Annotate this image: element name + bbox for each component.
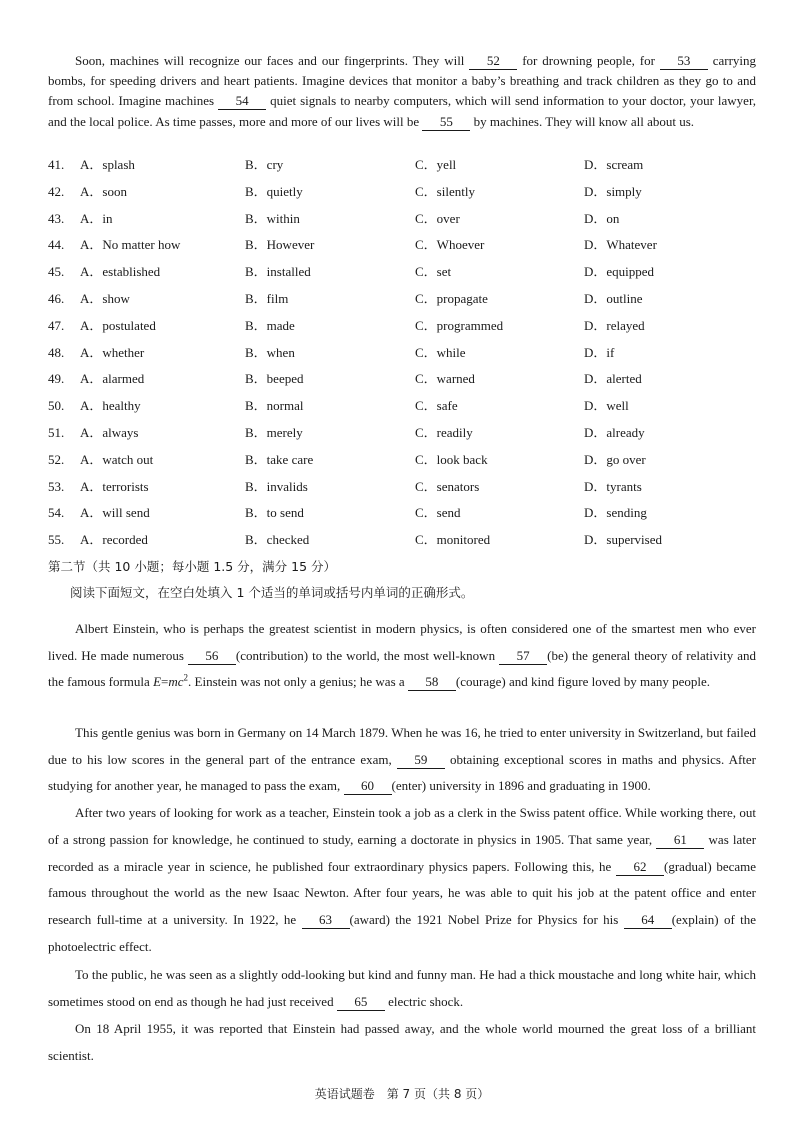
option-d: D．well xyxy=(584,398,629,414)
option-a: A．whether xyxy=(80,344,145,360)
passage-text: (award) the 1921 Nobel Prize for Physics for his xyxy=(349,912,619,928)
question-number: 48. xyxy=(48,344,65,360)
section-instruction: 阅读下面短文，在空白处填入 1 个适当的单词或括号内单词的正确形式。 xyxy=(70,585,474,600)
blank-65: 65 xyxy=(337,994,385,1011)
option-d: D．sending xyxy=(584,505,647,521)
option-a: A．show xyxy=(80,290,130,306)
option-b: B．film xyxy=(245,290,289,306)
passage-text: carrying bombs, for speeding drivers and heart patients. Imagine devices that monitor a baby’s breathing and track children as they go to and from school. Imagine machines xyxy=(48,53,757,109)
option-d: D．alerted xyxy=(584,371,642,387)
question-number: 43. xyxy=(48,210,65,226)
formula-rhs: mc xyxy=(168,674,184,689)
option-a: A．in xyxy=(80,210,113,226)
passage-text: (gradual) became famous throughout the world as the new Isaac Newton. After four years, he was able to quit his job at the patent office and enter research full-time at a university. In 1922, he xyxy=(48,858,757,928)
passage-text: (be) the general theory of relativity and the famous formula xyxy=(48,647,757,689)
option-row xyxy=(48,262,756,289)
option-c: C．while xyxy=(415,344,466,360)
option-c: C．safe xyxy=(415,398,458,414)
option-b: B．when xyxy=(245,344,295,360)
option-a: A．soon xyxy=(80,183,127,199)
passage-text: Soon, machines will recognize our faces and our fingerprints. They will xyxy=(75,53,465,68)
option-b: B．within xyxy=(245,210,300,226)
blank-63: 63 xyxy=(302,912,350,929)
option-row xyxy=(48,316,756,343)
question-number: 44. xyxy=(48,237,65,253)
option-a: A．alarmed xyxy=(80,371,145,387)
formula-exponent: 2 xyxy=(183,672,189,683)
passage-text: (explain) of the photoelectric effect. xyxy=(48,912,757,954)
blank-56: 56 xyxy=(188,648,236,665)
option-b: B．However xyxy=(245,237,315,253)
passage-text: (enter) university in 1896 and graduating in 1900. xyxy=(391,778,651,793)
option-c: C．programmed xyxy=(415,317,504,333)
passage-text: After two years of looking for work as a teacher, Einstein took a job as a clerk in the Swiss patent office. While working there, out of a strong passion for knowledge, he continued to study, earning a doctorate in physics in 1905. That same year, xyxy=(48,805,756,847)
answer-options xyxy=(48,155,756,557)
option-a: A．No matter how xyxy=(80,237,181,253)
question-number: 46. xyxy=(48,290,65,306)
option-a: A．terrorists xyxy=(80,478,149,494)
question-number: 54. xyxy=(48,505,65,521)
blank-55: 55 xyxy=(422,114,470,131)
passage-text: for drowning people, for xyxy=(522,53,655,68)
option-row xyxy=(48,477,756,504)
question-number: 51. xyxy=(48,424,65,440)
einstein-paragraph-3 xyxy=(48,800,756,961)
question-number: 53. xyxy=(48,478,65,494)
blank-61: 61 xyxy=(656,832,704,849)
option-row xyxy=(48,450,756,477)
option-row xyxy=(48,503,756,530)
option-b: B．checked xyxy=(245,532,310,548)
passage-text: electric shock. xyxy=(388,993,464,1009)
option-c: C．over xyxy=(415,210,460,226)
option-b: B．take care xyxy=(245,451,314,467)
option-c: C．send xyxy=(415,505,461,521)
einstein-paragraph-4 xyxy=(48,962,756,1016)
blank-57: 57 xyxy=(499,648,547,665)
option-a: A．established xyxy=(80,264,161,280)
option-row xyxy=(48,369,756,396)
option-c: C．readily xyxy=(415,424,473,440)
option-d: D．Whatever xyxy=(584,237,657,253)
einstein-paragraph-5 xyxy=(48,1016,756,1070)
option-d: D．on xyxy=(584,210,620,226)
blank-59: 59 xyxy=(397,752,445,769)
option-d: D．if xyxy=(584,344,615,360)
option-row xyxy=(48,289,756,316)
option-b: B．cry xyxy=(245,157,284,172)
option-c: C．yell xyxy=(415,157,457,172)
option-c: C．silently xyxy=(415,183,475,199)
blank-54: 54 xyxy=(218,93,266,110)
passage-text: was later recorded as a miracle year in science, he published four extraordinary physics papers. Following this, he xyxy=(48,831,757,874)
passage-text: quiet signals to nearby computers, which will send information to your doctor, your lawyer, and the local police. As time passes, more and more of our lives will be xyxy=(48,93,757,129)
passage-text: On 18 April 1955, it was reported that Einstein had passed away, and the whole world mourned the great loss of a brilliant scientist. xyxy=(48,1021,756,1063)
option-c: C．propagate xyxy=(415,290,488,306)
option-c: C．senators xyxy=(415,478,480,494)
option-d: D．already xyxy=(584,424,645,440)
question-number: 55. xyxy=(48,532,65,548)
option-row xyxy=(48,396,756,423)
blank-52: 52 xyxy=(469,53,517,70)
passage-text: by machines. They will know all about us. xyxy=(473,113,695,129)
question-number: 50. xyxy=(48,398,65,414)
option-a: A．will send xyxy=(80,505,150,521)
question-number: 52. xyxy=(48,451,65,467)
option-d: D．supervised xyxy=(584,532,662,548)
option-b: B．installed xyxy=(245,264,311,280)
passage-text: (contribution) to the world, the most well-known xyxy=(235,647,496,663)
option-b: B．merely xyxy=(245,424,303,440)
option-b: B．invalids xyxy=(245,478,308,494)
question-number: 42. xyxy=(48,183,65,199)
option-row xyxy=(48,343,756,370)
option-row xyxy=(48,530,756,557)
formula-lhs: E xyxy=(153,674,162,689)
option-row xyxy=(48,235,756,262)
option-c: C．warned xyxy=(415,371,475,387)
section-heading: 第二节（共 10 小题；每小题 1.5 分，满分 15 分） xyxy=(48,559,337,574)
cloze-passage-ending xyxy=(48,51,756,132)
option-c: C．look back xyxy=(415,451,488,467)
option-d: D．outline xyxy=(584,290,643,306)
einstein-paragraph-2 xyxy=(48,720,756,800)
option-d: D．go over xyxy=(584,451,646,467)
passage-text: (courage) and kind figure loved by many people. xyxy=(455,674,711,689)
option-d: D．tyrants xyxy=(584,478,642,494)
blank-60: 60 xyxy=(344,778,392,795)
option-a: A．splash xyxy=(80,157,135,172)
blank-58: 58 xyxy=(408,674,456,691)
blank-64: 64 xyxy=(624,912,672,929)
option-d: D．simply xyxy=(584,183,642,199)
option-a: A．postulated xyxy=(80,317,156,333)
option-a: A．healthy xyxy=(80,398,141,414)
question-number: 47. xyxy=(48,317,65,333)
passage-text: obtaining exceptional scores in maths and physics. After studying for another year, he managed to pass the exam, xyxy=(48,751,756,793)
option-d: D．scream xyxy=(584,157,644,172)
passage-text: Albert Einstein, who is perhaps the greatest scientist in modern physics, is often considered one of the smartest men who ever lived. He made numerous xyxy=(48,621,756,663)
option-row xyxy=(48,209,756,236)
option-row xyxy=(48,155,756,182)
option-a: A．always xyxy=(80,424,139,440)
question-number: 45. xyxy=(48,264,65,280)
option-b: B．normal xyxy=(245,398,304,414)
formula-equals: = xyxy=(161,674,169,689)
blank-62: 62 xyxy=(616,859,664,876)
option-row xyxy=(48,182,756,209)
option-a: A．watch out xyxy=(80,451,154,467)
blank-53: 53 xyxy=(660,53,708,70)
option-b: B．to send xyxy=(245,505,304,521)
option-d: D．equipped xyxy=(584,264,655,280)
passage-text: . Einstein was not only a genius; he was a xyxy=(188,674,405,689)
option-row xyxy=(48,423,756,450)
option-d: D．relayed xyxy=(584,317,645,333)
page-footer: 英语试题卷 第 7 页（共 8 页） xyxy=(314,1087,490,1101)
option-c: C．monitored xyxy=(415,532,491,548)
passage-text: To the public, he was seen as a slightly odd-looking but kind and funny man. He had a thick moustache and long white hair, which sometimes stood on end as though he had just received xyxy=(48,967,756,1009)
option-c: C．Whoever xyxy=(415,237,485,253)
option-c: C．set xyxy=(415,264,452,280)
question-number: 41. xyxy=(48,157,65,172)
option-b: B．made xyxy=(245,317,295,333)
passage-text: This gentle genius was born in Germany on 14 March 1879. When he was 16, he tried to enter university in Switzerland, but failed due to his low scores in the general part of the entrance exam, xyxy=(48,725,756,767)
option-b: B．quietly xyxy=(245,183,303,199)
option-a: A．recorded xyxy=(80,532,148,548)
formula xyxy=(153,674,188,689)
question-number: 49. xyxy=(48,371,65,387)
einstein-paragraph-1 xyxy=(48,616,756,696)
option-b: B．beeped xyxy=(245,371,304,387)
